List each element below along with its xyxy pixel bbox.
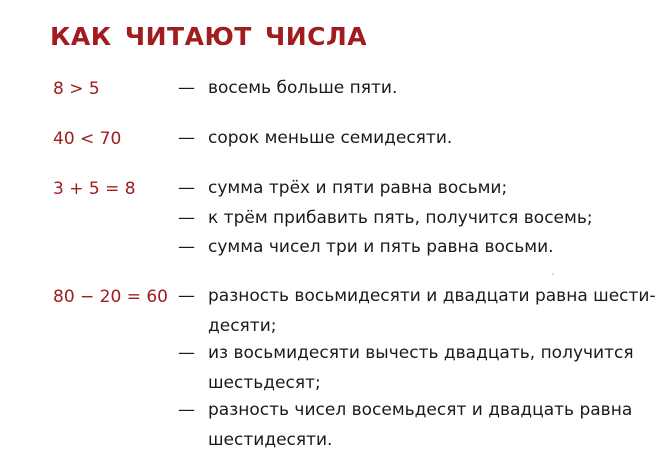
- reading-line: — сумма трёх и пяти равна восьми;: [178, 174, 650, 204]
- reading-line: — разность чисел восемьдесят и двадцать равна: [178, 396, 650, 426]
- reading-line: — из восьмидесяти вычесть двадцать, получится: [178, 339, 650, 369]
- reading-line-continuation: шестьдесят;: [178, 369, 650, 399]
- dash-marker: —: [178, 204, 208, 234]
- math-expression: 40 < 70: [53, 129, 121, 149]
- dash-marker: —: [178, 282, 208, 312]
- dash-marker: —: [178, 174, 208, 204]
- reading-line: — восемь больше пяти.: [178, 74, 650, 104]
- math-expression: 3 + 5 = 8: [53, 179, 136, 199]
- reading-line: — разность восьмидесяти и двадцати равна шести-: [178, 282, 650, 312]
- dash-marker: —: [178, 396, 208, 426]
- dash-marker: —: [178, 339, 208, 369]
- dash-marker: —: [178, 74, 208, 104]
- math-expression: 80 − 20 = 60: [53, 287, 168, 307]
- reading-line: — сорок меньше семидесяти.: [178, 124, 650, 154]
- reading-line-continuation: шестидесяти.: [178, 426, 650, 455]
- reading-line: — к трём прибавить пять, получится восемь;: [178, 204, 650, 234]
- dash-marker: —: [178, 124, 208, 154]
- page-title: КАК ЧИТАЮТ ЧИСЛА: [50, 22, 367, 51]
- math-expression: 8 > 5: [53, 79, 100, 99]
- dot-mark: [552, 273, 554, 275]
- dash-marker: —: [178, 233, 208, 263]
- reading-line-continuation: десяти;: [178, 312, 650, 342]
- reading-line: — сумма чисел три и пять равна восьми.: [178, 233, 650, 263]
